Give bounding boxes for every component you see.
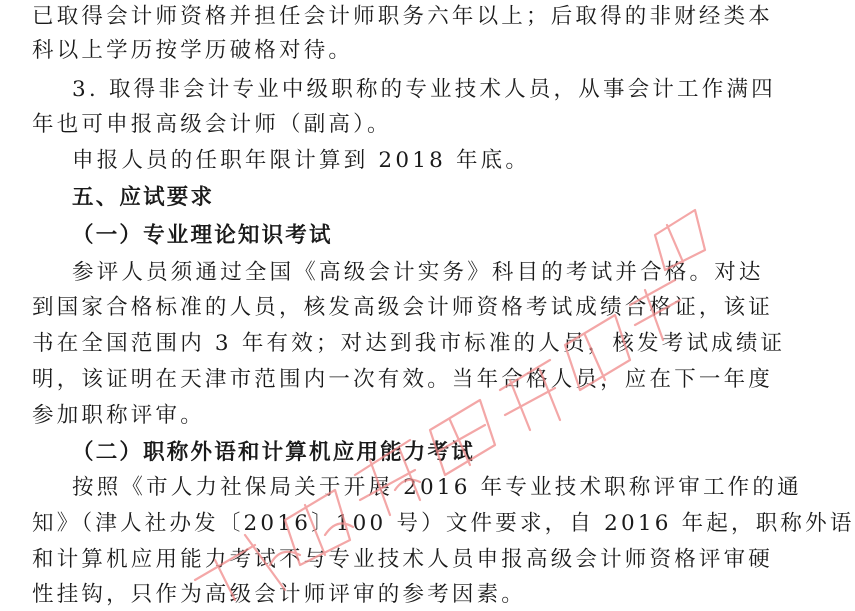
subsection-heading-1: （一）专业理论知识考试 [72, 223, 333, 248]
subsection-heading-2: （二）职称外语和计算机应用能力考试 [72, 440, 475, 465]
paragraph-line-14: 性挂钩，只作为高级会计师评审的参考因素。 [32, 582, 527, 607]
paragraph-line-8: 书在全国范围内 3 年有效；对达到我市标准的人员，核发考试成绩证 [32, 331, 786, 356]
paragraph-line-5: 申报人员的任职年限计算到 2018 年底。 [72, 148, 531, 173]
paragraph-line-6: 参评人员须通过全国《高级会计实务》科目的考试并合格。对达 [72, 260, 764, 285]
paragraph-line-13: 和计算机应用能力考试不与专业技术人员申报高级会计师资格评审硬 [32, 547, 774, 572]
paragraph-line-9: 明，该证明在天津市范围内一次有效。当年合格人员，应在下一年度 [32, 367, 774, 392]
paragraph-line-11: 按照《市人力社保局关于开展 2016 年专业技术职称评审工作的通 [72, 475, 802, 500]
paragraph-line-4: 年也可申报高级会计师（副高）。 [32, 112, 392, 137]
section-heading-five: 五、应试要求 [72, 185, 215, 210]
paragraph-line-1: 已取得会计师资格并担任会计师职务六年以上；后取得的非财经类本 [32, 4, 774, 29]
paragraph-line-12: 知》（津人社办发〔2016〕100 号）文件要求，自 2016 年起，职称外语 [32, 511, 855, 536]
paragraph-line-7: 到国家合格标准的人员，核发高级会计师资格考试成绩合格证，该证 [32, 295, 774, 320]
paragraph-line-2: 科以上学历按学历破格对待。 [32, 38, 354, 63]
paragraph-line-10: 参加职称评审。 [32, 403, 205, 428]
paragraph-line-3: 3. 取得非会计专业中级职称的专业技术人员，从事会计工作满四 [72, 77, 776, 102]
